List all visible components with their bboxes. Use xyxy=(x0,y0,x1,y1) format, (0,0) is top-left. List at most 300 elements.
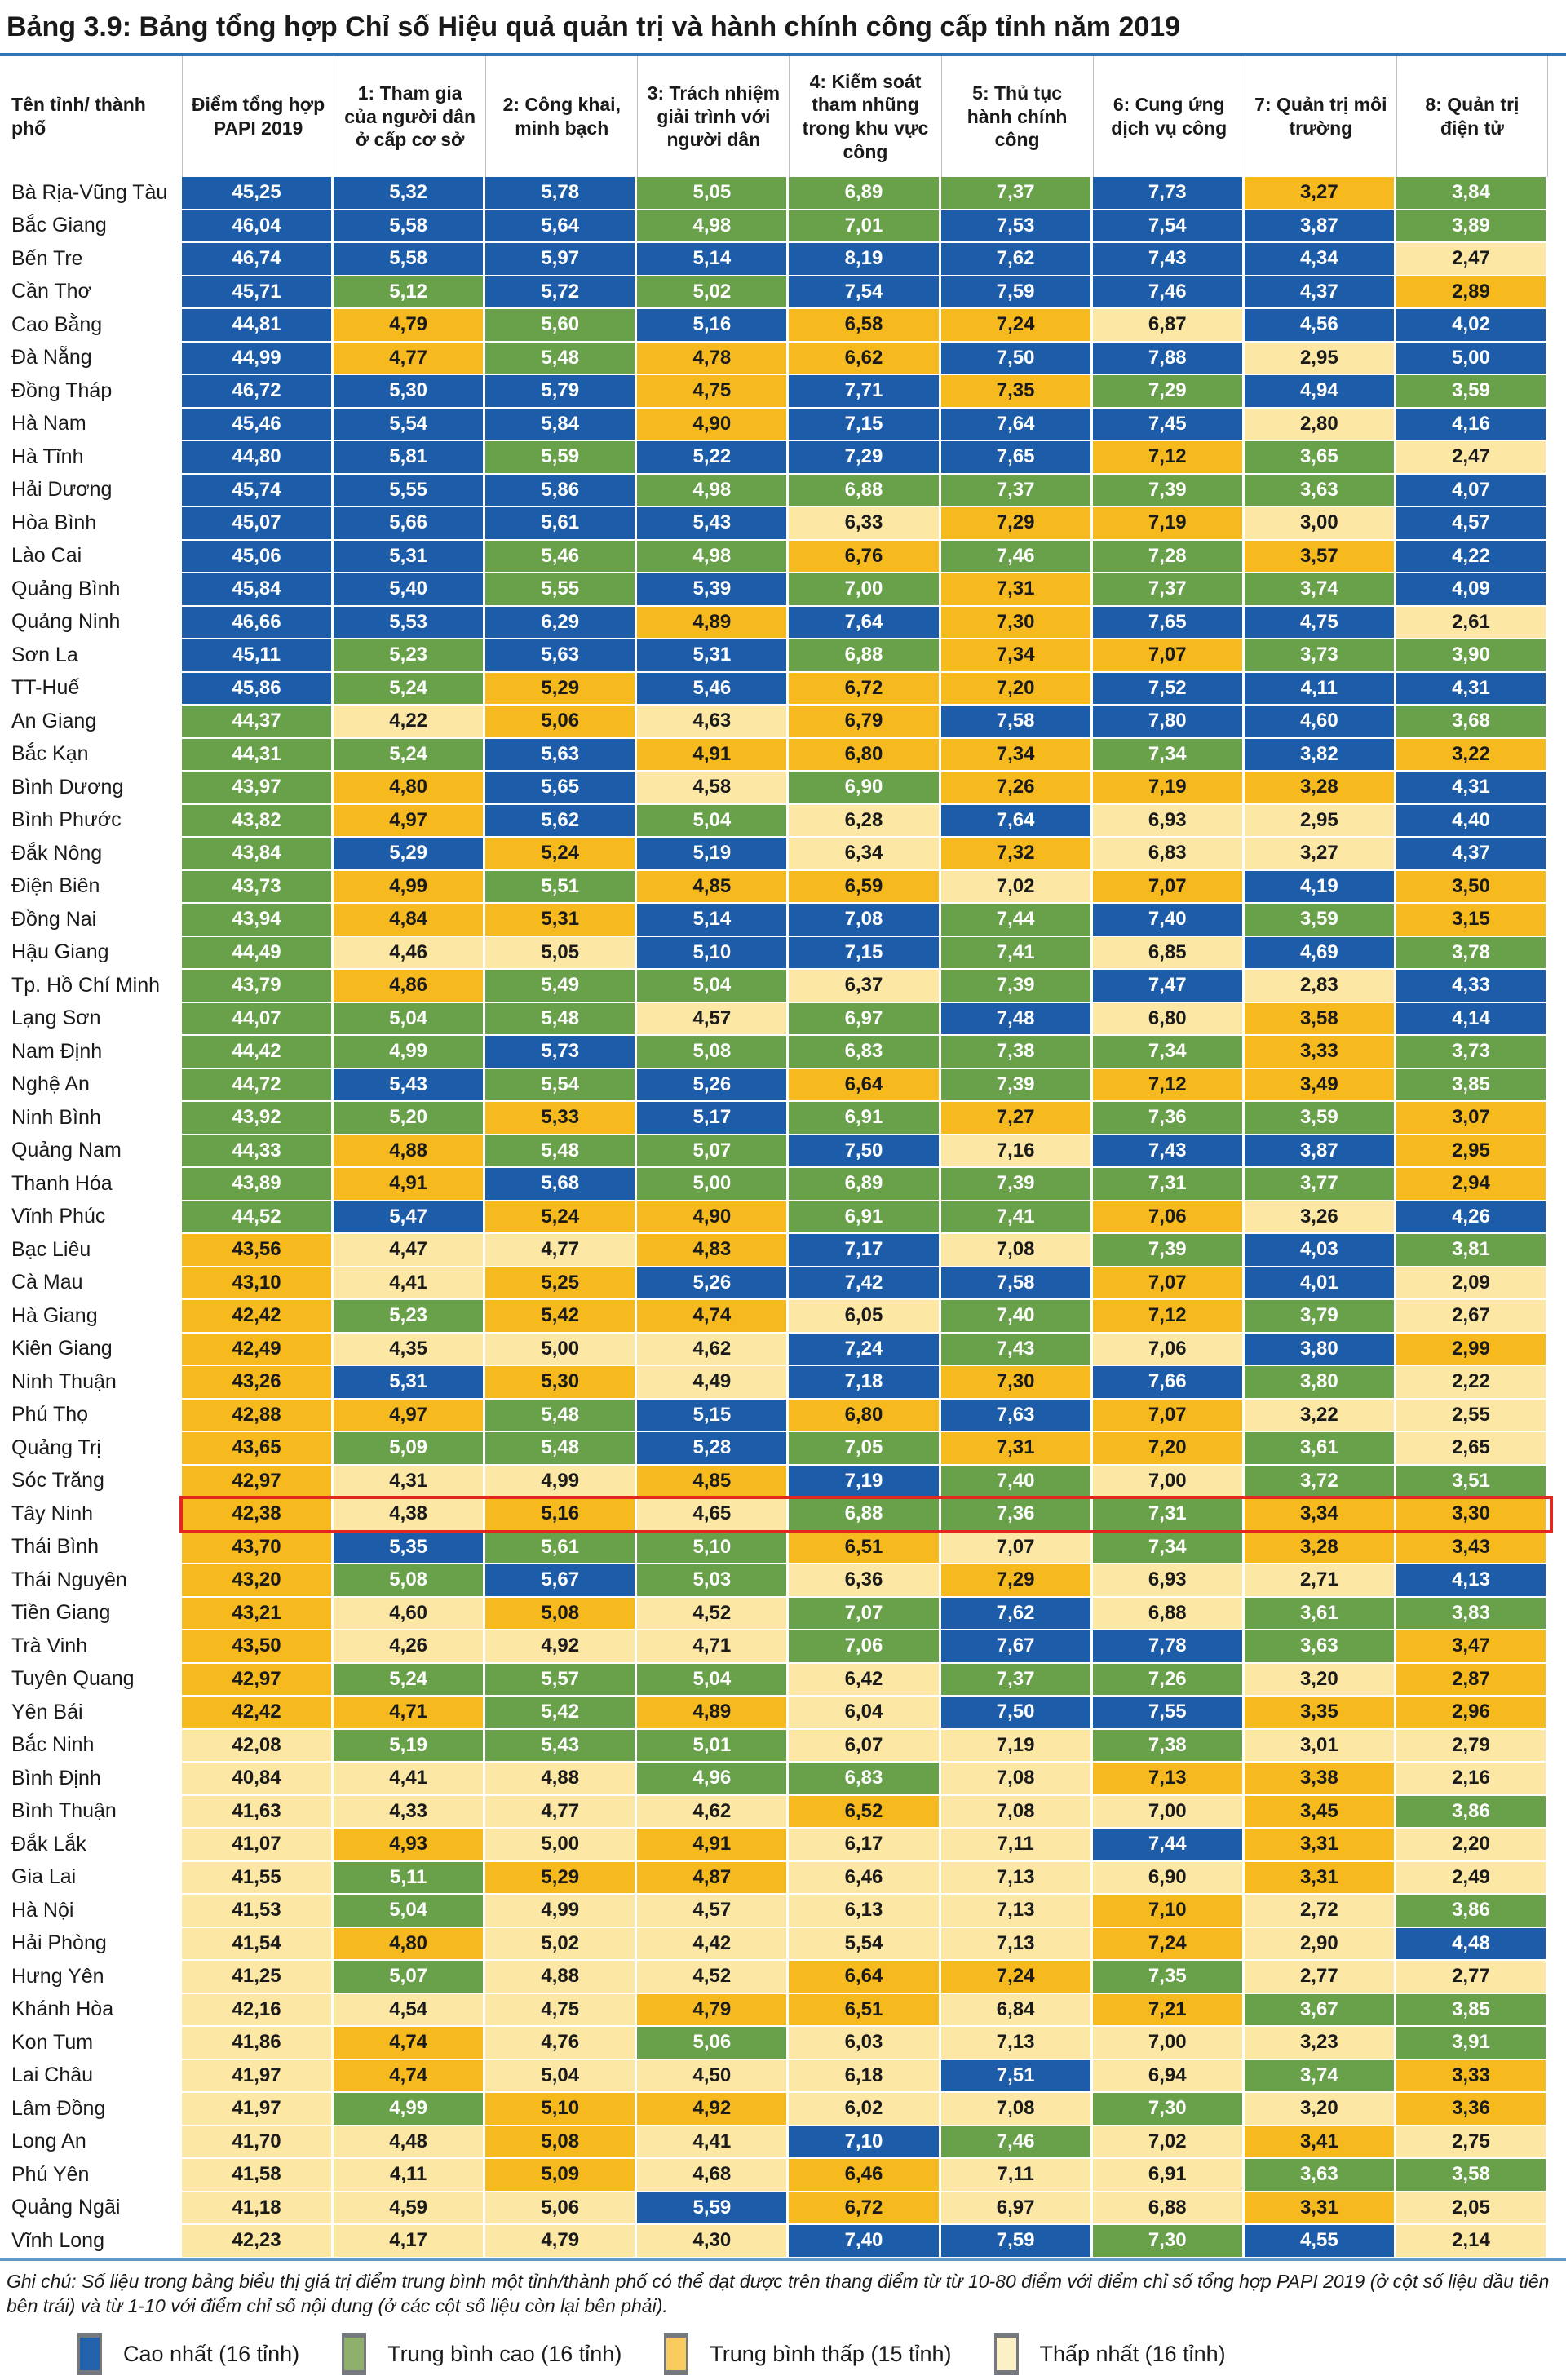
score-cell: 6,88 xyxy=(789,475,940,508)
province-name: Sóc Trăng xyxy=(0,1466,182,1499)
table-row xyxy=(0,871,1566,905)
score-cell: 4,91 xyxy=(334,1168,485,1201)
score-cell: 46,04 xyxy=(182,210,334,244)
score-cell: 4,33 xyxy=(334,1796,485,1829)
column-header-province: Tên tỉnh/ thành phố xyxy=(11,94,146,139)
score-cell: 7,15 xyxy=(789,409,940,442)
score-cell: 3,86 xyxy=(1396,1895,1548,1928)
province-name: Khánh Hòa xyxy=(0,1994,182,2028)
score-cell: 7,40 xyxy=(789,2225,940,2258)
score-cell: 7,24 xyxy=(941,309,1093,343)
score-cell: 4,74 xyxy=(334,2060,485,2094)
score-cell: 43,79 xyxy=(182,970,334,1003)
province-name: Bắc Ninh xyxy=(0,1730,182,1763)
score-cell: 4,74 xyxy=(334,2027,485,2060)
score-cell: 5,78 xyxy=(485,177,637,210)
score-cell: 3,73 xyxy=(1245,639,1396,673)
score-cell: 4,69 xyxy=(1245,937,1396,971)
score-cell: 42,97 xyxy=(182,1466,334,1499)
score-cell: 4,49 xyxy=(637,1366,789,1400)
score-cell: 3,27 xyxy=(1245,177,1396,210)
score-cell: 7,21 xyxy=(1093,1994,1245,2028)
score-cell: 4,54 xyxy=(334,1994,485,2028)
score-cell: 2,22 xyxy=(1396,1366,1548,1400)
score-cell: 5,61 xyxy=(485,507,637,541)
score-cell: 7,08 xyxy=(941,1796,1093,1829)
province-name: Hậu Giang xyxy=(0,937,182,971)
score-cell: 4,96 xyxy=(637,1763,789,1796)
score-cell: 7,50 xyxy=(941,343,1093,376)
score-cell: 4,92 xyxy=(637,2093,789,2126)
score-cell: 7,37 xyxy=(941,1664,1093,1697)
score-cell: 6,91 xyxy=(789,1102,940,1135)
score-cell: 5,05 xyxy=(637,177,789,210)
score-cell: 7,27 xyxy=(941,1102,1093,1135)
province-name: Vĩnh Phúc xyxy=(0,1201,182,1235)
score-cell: 7,12 xyxy=(1093,441,1245,475)
score-cell: 5,05 xyxy=(485,937,637,971)
score-cell: 3,31 xyxy=(1245,2192,1396,2226)
score-cell: 2,83 xyxy=(1245,970,1396,1003)
score-cell: 5,51 xyxy=(485,871,637,905)
score-cell: 5,20 xyxy=(334,1102,485,1135)
score-cell: 2,65 xyxy=(1396,1432,1548,1466)
score-cell: 5,00 xyxy=(1396,343,1548,376)
province-name: Hà Giang xyxy=(0,1300,182,1334)
score-cell: 2,09 xyxy=(1396,1267,1548,1301)
score-cell: 4,31 xyxy=(334,1466,485,1499)
score-cell: 4,38 xyxy=(334,1498,485,1532)
score-cell: 2,55 xyxy=(1396,1400,1548,1433)
score-cell: 4,99 xyxy=(334,1036,485,1069)
table-row xyxy=(0,1763,1566,1796)
score-cell: 43,92 xyxy=(182,1102,334,1135)
table-row xyxy=(0,1895,1566,1928)
score-cell: 7,37 xyxy=(941,475,1093,508)
score-cell: 7,08 xyxy=(941,1234,1093,1267)
score-cell: 4,78 xyxy=(637,343,789,376)
score-cell: 5,03 xyxy=(637,1564,789,1598)
table-row xyxy=(0,573,1566,607)
score-cell: 2,95 xyxy=(1396,1135,1548,1169)
score-cell: 7,00 xyxy=(1093,1796,1245,1829)
legend-label-lower-middle: Trung bình thấp (15 tỉnh) xyxy=(710,2341,952,2366)
province-name: Đắk Nông xyxy=(0,838,182,871)
score-cell: 7,00 xyxy=(1093,2027,1245,2060)
table-row xyxy=(0,1532,1566,1565)
score-cell: 3,89 xyxy=(1396,210,1548,244)
score-cell: 3,67 xyxy=(1245,1994,1396,2028)
score-cell: 3,85 xyxy=(1396,1069,1548,1103)
score-cell: 46,72 xyxy=(182,375,334,409)
score-cell: 5,23 xyxy=(334,639,485,673)
score-cell: 6,88 xyxy=(789,1498,940,1532)
legend-item-lowest xyxy=(994,2333,1226,2375)
score-cell: 7,63 xyxy=(941,1400,1093,1433)
province-name: Yên Bái xyxy=(0,1697,182,1730)
score-cell: 6,07 xyxy=(789,1730,940,1763)
score-cell: 3,41 xyxy=(1245,2126,1396,2160)
score-cell: 7,54 xyxy=(789,276,940,310)
score-cell: 7,36 xyxy=(1093,1102,1245,1135)
table-row xyxy=(0,2192,1566,2226)
score-cell: 7,40 xyxy=(1093,904,1245,937)
province-name: Bà Rịa-Vũng Tàu xyxy=(0,177,182,210)
table-row xyxy=(0,607,1566,640)
score-cell: 4,89 xyxy=(637,1697,789,1730)
score-cell: 5,07 xyxy=(637,1135,789,1169)
score-cell: 5,67 xyxy=(485,1564,637,1598)
table-row xyxy=(0,904,1566,937)
score-cell: 7,65 xyxy=(941,441,1093,475)
score-cell: 3,90 xyxy=(1396,639,1548,673)
province-name: Đồng Nai xyxy=(0,904,182,937)
score-cell: 5,59 xyxy=(485,441,637,475)
score-cell: 5,46 xyxy=(485,541,637,574)
score-cell: 43,10 xyxy=(182,1267,334,1301)
score-cell: 7,19 xyxy=(789,1466,940,1499)
score-cell: 5,16 xyxy=(637,309,789,343)
score-cell: 4,80 xyxy=(334,1928,485,1962)
score-cell: 4,62 xyxy=(637,1334,789,1367)
score-cell: 4,86 xyxy=(334,970,485,1003)
score-cell: 7,11 xyxy=(941,1829,1093,1862)
score-cell: 4,52 xyxy=(637,1961,789,1994)
score-cell: 7,07 xyxy=(941,1532,1093,1565)
score-cell: 43,56 xyxy=(182,1234,334,1267)
score-cell: 4,99 xyxy=(334,871,485,905)
column-header-papi-total: Điểm tổng hợp PAPI 2019 xyxy=(182,56,334,177)
score-cell: 7,47 xyxy=(1093,970,1245,1003)
score-cell: 5,31 xyxy=(637,639,789,673)
score-cell: 42,49 xyxy=(182,1334,334,1367)
score-cell: 4,22 xyxy=(334,706,485,739)
score-cell: 6,52 xyxy=(789,1796,940,1829)
score-cell: 5,24 xyxy=(485,838,637,871)
score-cell: 5,19 xyxy=(334,1730,485,1763)
score-cell: 5,32 xyxy=(334,177,485,210)
legend-label-highest: Cao nhất (16 tỉnh) xyxy=(123,2341,300,2366)
province-name: Bình Dương xyxy=(0,772,182,805)
score-cell: 7,31 xyxy=(941,573,1093,607)
score-cell: 3,49 xyxy=(1245,1069,1396,1103)
score-cell: 7,51 xyxy=(941,2060,1093,2094)
score-cell: 7,24 xyxy=(789,1334,940,1367)
score-cell: 7,30 xyxy=(1093,2225,1245,2258)
score-cell: 7,28 xyxy=(1093,541,1245,574)
score-cell: 6,85 xyxy=(1093,937,1245,971)
score-cell: 5,54 xyxy=(789,1928,940,1962)
score-cell: 7,20 xyxy=(941,673,1093,706)
score-cell: 7,13 xyxy=(941,1862,1093,1896)
score-cell: 4,37 xyxy=(1245,276,1396,310)
score-cell: 3,91 xyxy=(1396,2027,1548,2060)
score-cell: 5,48 xyxy=(485,1432,637,1466)
province-name: Vĩnh Long xyxy=(0,2225,182,2258)
score-cell: 7,50 xyxy=(789,1135,940,1169)
score-cell: 7,50 xyxy=(941,1697,1093,1730)
score-cell: 4,34 xyxy=(1245,243,1396,276)
score-cell: 6,37 xyxy=(789,970,940,1003)
table-row xyxy=(0,541,1566,574)
score-cell: 44,99 xyxy=(182,343,334,376)
score-cell: 4,33 xyxy=(1396,970,1548,1003)
table-row xyxy=(0,1234,1566,1267)
table-row xyxy=(0,1598,1566,1631)
table-row xyxy=(0,970,1566,1003)
table-row xyxy=(0,1432,1566,1466)
score-cell: 6,76 xyxy=(789,541,940,574)
score-cell: 4,84 xyxy=(334,904,485,937)
score-cell: 7,34 xyxy=(1093,1532,1245,1565)
score-cell: 4,71 xyxy=(637,1630,789,1664)
province-name: Hà Nội xyxy=(0,1895,182,1928)
province-name: Đắk Lắk xyxy=(0,1829,182,1862)
table-row xyxy=(0,309,1566,343)
score-cell: 7,37 xyxy=(941,177,1093,210)
score-cell: 7,53 xyxy=(941,210,1093,244)
score-cell: 6,36 xyxy=(789,1564,940,1598)
score-cell: 4,57 xyxy=(637,1003,789,1037)
score-cell: 4,57 xyxy=(637,1895,789,1928)
score-cell: 4,37 xyxy=(1396,838,1548,871)
score-cell: 3,38 xyxy=(1245,1763,1396,1796)
score-cell: 4,90 xyxy=(637,1201,789,1235)
score-cell: 7,35 xyxy=(941,375,1093,409)
score-cell: 5,43 xyxy=(334,1069,485,1103)
score-cell: 6,90 xyxy=(1093,1862,1245,1896)
score-cell: 4,98 xyxy=(637,541,789,574)
score-cell: 5,31 xyxy=(485,904,637,937)
column-header-5-admin-procedures: 5: Thủ tục hành chính công xyxy=(941,56,1093,177)
score-cell: 5,48 xyxy=(485,343,637,376)
score-cell: 44,52 xyxy=(182,1201,334,1235)
table-bottom-rule xyxy=(0,2258,1566,2261)
score-cell: 41,70 xyxy=(182,2126,334,2160)
score-cell: 3,61 xyxy=(1245,1598,1396,1631)
score-cell: 3,57 xyxy=(1245,541,1396,574)
score-cell: 4,97 xyxy=(334,805,485,838)
score-cell: 5,04 xyxy=(334,1895,485,1928)
score-cell: 5,24 xyxy=(334,673,485,706)
score-cell: 7,32 xyxy=(941,838,1093,871)
score-cell: 5,14 xyxy=(637,243,789,276)
score-cell: 5,46 xyxy=(637,673,789,706)
table-row xyxy=(0,639,1566,673)
table-row xyxy=(0,276,1566,310)
score-cell: 7,58 xyxy=(941,1267,1093,1301)
score-cell: 42,08 xyxy=(182,1730,334,1763)
score-cell: 7,13 xyxy=(941,1928,1093,1962)
score-cell: 4,65 xyxy=(637,1498,789,1532)
score-cell: 43,50 xyxy=(182,1630,334,1664)
province-name: Hải Dương xyxy=(0,475,182,508)
table-row xyxy=(0,1994,1566,2028)
score-cell: 7,44 xyxy=(1093,1829,1245,1862)
score-cell: 7,43 xyxy=(941,1334,1093,1367)
score-cell: 6,93 xyxy=(1093,1564,1245,1598)
score-cell: 4,88 xyxy=(485,1961,637,1994)
score-cell: 5,97 xyxy=(485,243,637,276)
score-cell: 7,41 xyxy=(941,937,1093,971)
score-cell: 4,99 xyxy=(334,2093,485,2126)
province-name: Hưng Yên xyxy=(0,1961,182,1994)
score-cell: 7,08 xyxy=(789,904,940,937)
score-cell: 3,20 xyxy=(1245,1664,1396,1697)
table-row xyxy=(0,673,1566,706)
score-cell: 2,16 xyxy=(1396,1763,1548,1796)
score-cell: 4,03 xyxy=(1245,1234,1396,1267)
province-name: Kiên Giang xyxy=(0,1334,182,1367)
score-cell: 6,64 xyxy=(789,1069,940,1103)
score-cell: 2,95 xyxy=(1245,343,1396,376)
province-name: Cần Thơ xyxy=(0,276,182,310)
score-cell: 6,83 xyxy=(789,1036,940,1069)
score-cell: 3,78 xyxy=(1396,937,1548,971)
score-cell: 5,29 xyxy=(485,1862,637,1896)
score-cell: 43,89 xyxy=(182,1168,334,1201)
score-cell: 5,81 xyxy=(334,441,485,475)
score-cell: 3,80 xyxy=(1245,1366,1396,1400)
score-cell: 7,17 xyxy=(789,1234,940,1267)
province-name: Tây Ninh xyxy=(0,1498,182,1532)
table-row xyxy=(0,1168,1566,1201)
score-cell: 46,66 xyxy=(182,607,334,640)
score-cell: 41,97 xyxy=(182,2060,334,2094)
table-row xyxy=(0,2159,1566,2192)
table-row xyxy=(0,375,1566,409)
score-cell: 5,48 xyxy=(485,1135,637,1169)
score-cell: 7,62 xyxy=(941,243,1093,276)
score-cell: 6,46 xyxy=(789,1862,940,1896)
score-cell: 6,88 xyxy=(1093,2192,1245,2226)
score-cell: 6,90 xyxy=(789,772,940,805)
score-cell: 2,94 xyxy=(1396,1168,1548,1201)
province-name: Thái Bình xyxy=(0,1532,182,1565)
legend-item-highest xyxy=(77,2333,299,2375)
score-cell: 7,73 xyxy=(1093,177,1245,210)
province-name: Phú Thọ xyxy=(0,1400,182,1433)
table-row xyxy=(0,243,1566,276)
score-cell: 5,00 xyxy=(637,1168,789,1201)
score-cell: 7,55 xyxy=(1093,1697,1245,1730)
score-cell: 7,29 xyxy=(1093,375,1245,409)
score-cell: 4,93 xyxy=(334,1829,485,1862)
score-cell: 5,06 xyxy=(485,2192,637,2226)
table-row xyxy=(0,1961,1566,1994)
score-cell: 7,07 xyxy=(1093,1267,1245,1301)
score-cell: 7,10 xyxy=(789,2126,940,2160)
score-cell: 5,14 xyxy=(637,904,789,937)
score-cell: 5,48 xyxy=(485,1400,637,1433)
score-cell: 5,19 xyxy=(637,838,789,871)
legend-label-lowest: Thấp nhất (16 tỉnh) xyxy=(1039,2341,1226,2366)
score-cell: 3,45 xyxy=(1245,1796,1396,1829)
table-row xyxy=(0,937,1566,971)
province-name: Nghệ An xyxy=(0,1069,182,1103)
score-cell: 7,67 xyxy=(941,1630,1093,1664)
score-cell: 43,94 xyxy=(182,904,334,937)
score-cell: 3,22 xyxy=(1396,739,1548,772)
score-cell: 7,30 xyxy=(1093,2093,1245,2126)
score-cell: 3,31 xyxy=(1245,1829,1396,1862)
score-cell: 6,17 xyxy=(789,1829,940,1862)
score-cell: 2,95 xyxy=(1245,805,1396,838)
table-row xyxy=(0,210,1566,244)
score-cell: 3,33 xyxy=(1245,1036,1396,1069)
table-row xyxy=(0,2225,1566,2258)
score-cell: 2,80 xyxy=(1245,409,1396,442)
score-cell: 5,10 xyxy=(637,937,789,971)
score-cell: 3,83 xyxy=(1396,1598,1548,1631)
score-cell: 5,40 xyxy=(334,573,485,607)
score-cell: 7,30 xyxy=(941,1366,1093,1400)
table-row xyxy=(0,2027,1566,2060)
province-name: Cao Bằng xyxy=(0,309,182,343)
score-cell: 7,06 xyxy=(789,1630,940,1664)
score-cell: 7,06 xyxy=(1093,1334,1245,1367)
score-cell: 5,42 xyxy=(485,1697,637,1730)
table-row xyxy=(0,2093,1566,2126)
score-cell: 3,85 xyxy=(1396,1994,1548,2028)
province-name: Cà Mau xyxy=(0,1267,182,1301)
score-cell: 4,59 xyxy=(334,2192,485,2226)
score-cell: 3,73 xyxy=(1396,1036,1548,1069)
score-cell: 5,30 xyxy=(334,375,485,409)
score-cell: 7,38 xyxy=(941,1036,1093,1069)
score-cell: 7,43 xyxy=(1093,243,1245,276)
score-cell: 7,13 xyxy=(1093,1763,1245,1796)
province-name: Ninh Bình xyxy=(0,1102,182,1135)
score-cell: 7,37 xyxy=(1093,573,1245,607)
score-cell: 6,51 xyxy=(789,1994,940,2028)
score-cell: 5,24 xyxy=(485,1201,637,1235)
score-cell: 4,30 xyxy=(637,2225,789,2258)
score-cell: 4,80 xyxy=(334,772,485,805)
score-cell: 7,46 xyxy=(941,2126,1093,2160)
score-cell: 4,85 xyxy=(637,1466,789,1499)
province-name: Long An xyxy=(0,2126,182,2160)
province-name: Sơn La xyxy=(0,639,182,673)
score-cell: 5,58 xyxy=(334,210,485,244)
province-name: Tiền Giang xyxy=(0,1598,182,1631)
table-row xyxy=(0,343,1566,376)
table-row xyxy=(0,2126,1566,2160)
province-name: Gia Lai xyxy=(0,1862,182,1896)
score-cell: 2,77 xyxy=(1396,1961,1548,1994)
legend-swatch-highest-icon xyxy=(77,2333,102,2375)
score-cell: 41,55 xyxy=(182,1862,334,1896)
score-cell: 7,19 xyxy=(1093,772,1245,805)
table-row xyxy=(0,1102,1566,1135)
province-name: Quảng Nam xyxy=(0,1135,182,1169)
score-cell: 3,28 xyxy=(1245,772,1396,805)
score-cell: 5,09 xyxy=(485,2159,637,2192)
score-cell: 4,48 xyxy=(334,2126,485,2160)
score-cell: 4,63 xyxy=(637,706,789,739)
score-cell: 7,12 xyxy=(1093,1069,1245,1103)
score-cell: 3,30 xyxy=(1396,1498,1548,1532)
table-row xyxy=(0,1796,1566,1829)
score-cell: 7,48 xyxy=(941,1003,1093,1037)
score-cell: 5,15 xyxy=(637,1400,789,1433)
score-cell: 3,59 xyxy=(1245,1102,1396,1135)
score-cell: 2,05 xyxy=(1396,2192,1548,2226)
score-cell: 7,65 xyxy=(1093,607,1245,640)
table-row xyxy=(0,1664,1566,1697)
score-cell: 5,39 xyxy=(637,573,789,607)
score-cell: 3,47 xyxy=(1396,1630,1548,1664)
